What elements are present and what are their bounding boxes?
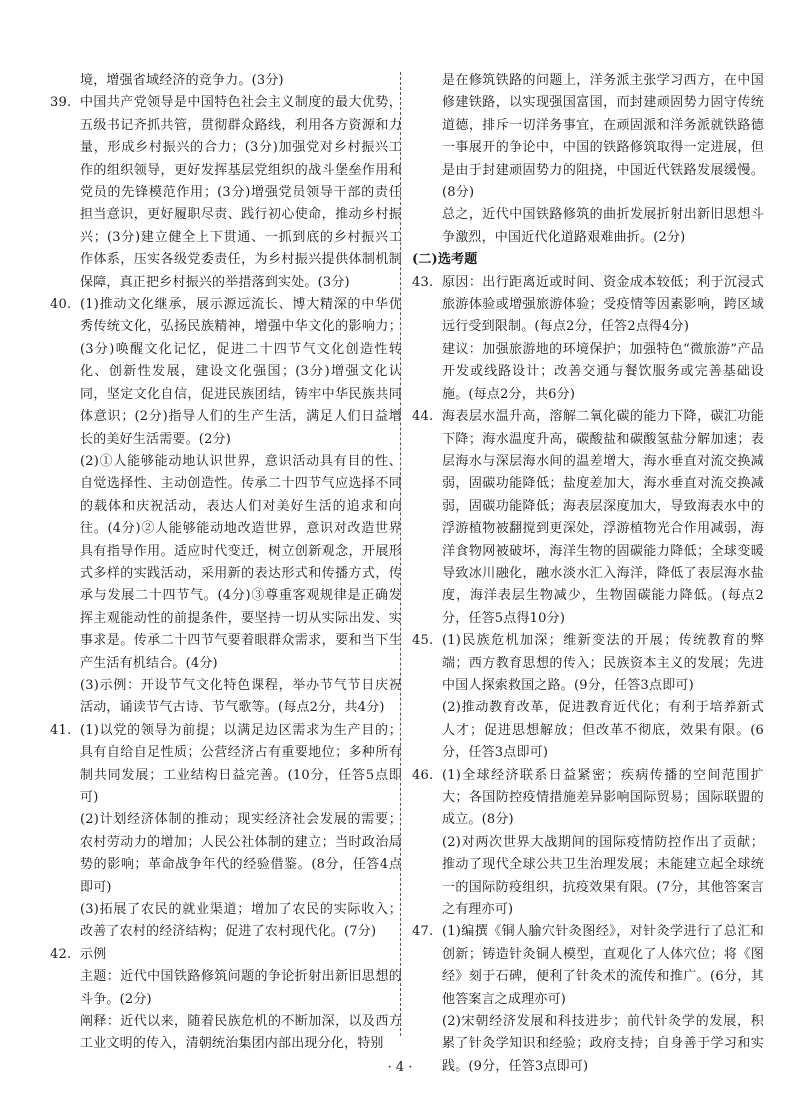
answer-44 [412,406,764,630]
answer-part: 原因：出行距离近或时间、资金成本较低；利于沉浸式旅游体验或增强旅游体验；受疫情等因素影响，跨区域远行受到限制。(每点2分，任答2点得4分) [442,274,764,335]
answer-part: (1)以党的领导为前提；以满足边区需求为生产目的；具有自给自足性质；公营经济占有重要地位；多种所有制共同发展；工业结构日益完善。(10分，任答5点即可) [80,722,402,805]
answer-part: 主题：近代中国铁路修筑问题的争论折射出新旧思想的斗争。(2分) [80,969,402,1007]
answer-continuation: 是在修筑铁路的问题上，洋务派主张学习西方，在中国修建铁路，以实现强国富国，而封建顽固势力固守传统道德，排斥一切洋务事宜，在顽固派和洋务派就铁路德一事展开的争论中，中国的铁路修筑取得一定进展，但是由于封建顽固势力的阻挠，中国近代铁路发展缓慢。(8分) [442,73,764,201]
page-number: · 4 · [387,1060,413,1075]
answer-text: 中国共产党领导是中国特色社会主义制度的最大优势，五级书记齐抓共管，贯彻群众路线，利用各方资源和力量，形成乡村振兴的合力；(3分)加强党对乡村振兴工作的组织领导，更好发挥基层党组织的战斗堡垒作用和党员的先锋模范作用；(3分)增强党员领导干部的责任担当意识，更好履职尽责、践行初心使命，推动乡村振兴；(3分)建立健全上下贯通、一抓到底的乡村振兴工作体系，压实各级党委责任，为乡村振兴提供体制机制保障，真正把乡村振兴的举措落到实处。(3分) [80,95,402,290]
answer-part: (2)宋朝经济发展和科技进步；前代针灸学的发展，积累了针灸学知识和经验；政府支持；自身善于学习和实践。(9分，任答3点即可) [442,1014,764,1074]
question-number: 39. [50,95,72,111]
answer-part: 示例 [80,946,107,962]
question-number: 40. [50,297,72,313]
question-number: 44. [412,409,434,425]
answer-part: (2)推动教育改革，促进教育近代化；有利于培养新式人才；促进思想解放；但改革不彻底，效果有限。(6分，任答3点即可) [442,700,764,761]
answer-part: (1)编撰《铜人腧穴针灸图经》，对针灸学进行了总汇和创新；铸造针灸铜人模型，直观化了人体穴位；将《图经》刻于石碑，便利了针灸术的流传和推广。(6分，其他答案言之成理亦可) [442,924,764,1007]
answer-39 [50,92,402,294]
answer-41 [50,720,402,944]
answer-summary: 总之，近代中国铁路修筑的曲折发展折射出新旧思想斗争激烈，中国近代化道路艰难曲折。(2分) [442,207,764,245]
column-divider [400,72,401,1036]
answer-continuation: 境，增强省域经济的竞争力。(3分) [80,73,284,88]
right-column [412,70,764,1078]
answer-part: (1)全球经济联系日益紧密；疾病传播的空间范围扩大；各国防控疫情措施差异影响国际贸易；国际联盟的成立。(8分) [442,767,764,828]
question-number: 47. [412,924,434,940]
answer-47 [412,921,764,1078]
answer-part: 建议：加强旅游地的环境保护；加强特色“微旅游”产品开发或线路设计；改善交通与餐饮服务或完善基础设施。(每点2分，共6分) [442,341,764,402]
question-number: 45. [412,633,434,649]
answer-part: (2)①人能够能动地认识世界，意识活动具有目的性、自觉选择性、主动创造性。传承二十四节气应选择不同的载体和庆祝活动，表达人们对美好生活的追求和向往。(4分)②人能够能动地改造世界，意识对改造世界具有指导作用。适应时代变迁，树立创新观念，开展形式多样的实践活动，采用新的表达形式和传播方式，传承与发展二十四节气。(4分)③尊重客观规律是正确发挥主观能动性的前提条件，要坚持一切从实际出发、实事求是。传承二十四节气要着眼群众需求，要和当下生产生活有机结合。(4分) [80,453,402,671]
answer-42 [50,944,402,1056]
answer-part: (1)民族危机加深；维新变法的开展；传统教育的弊端；西方教育思想的传入；民族资本主义的发展；先进中国人探索救国之路。(9分，任答3点即可) [442,633,764,693]
answer-46 [412,765,764,922]
question-number: 41. [50,722,72,738]
answer-text: 海表层水温升高，溶解二氧化碳的能力下降，碳汇功能下降；海水温度升高，碳酸盐和碳酸氢盐分解加速；表层海水与深层海水间的温差增大，海水垂直对流交换减弱，固碳功能降低；盐度差加大，海水垂直对流交换减弱，固碳功能降低；海表层深度加大，导致海表水中的浮游植物被翻搅到更深处，浮游植物光合作用减弱，海洋食物网被破坏，海洋生物的固碳能力降低；全球变暖导致冰川融化，融水淡水汇入海洋，降低了表层海水盐度，海洋表层生物减少，生物固碳能力降低。(每点2分，任答5点得10分) [442,409,764,626]
answer-part: (2)计划经济体制的推动；现实经济社会发展的需要；农村劳动力的增加；人民公社体制的建立；当时政治局势的影响；革命战争年代的经验借鉴。(8分，任答4点即可) [80,812,402,895]
answer-part: (1)推动文化继承，展示源远流长、博大精深的中华优秀传统文化，弘扬民族精神，增强中华文化的影响力；(3分)唤醒文化记忆，促进二十四节气文化创造性转化、创新性发展，建设文化强国；(3分)增强文化认同，坚定文化自信，促进民族团结，铸牢中华民族共同体意识；(2分)指导人们的生产生活，满足人们日益增长的美好生活需要。(2分) [80,297,402,447]
answer-43 [412,272,764,406]
question-number: 43. [412,274,434,290]
answer-part: (2)对两次世界大战期间的国际疫情防控作出了贡献；推动了现代全球公共卫生治理发展；未能建立起全球统一的国际防疫组织，抗疫效果有限。(7分，其他答案言之有理亦可) [442,834,764,918]
question-number: 42. [50,946,72,962]
question-number: 46. [412,767,434,783]
left-column [50,70,402,1056]
answer-part: (3)示例：开设节气文化特色课程，举办节气节日庆祝活动，诵读节气古诗、节气歌等。(每点2分，共4分) [80,677,402,716]
answer-45 [412,630,764,764]
answer-part: 阐释：近代以来，随着民族危机的不断加深，以及西方工业文明的传入，清朝统治集团内部出现分化，特别 [80,1014,402,1052]
section-title: (二)选考题 [412,252,478,268]
answer-40 [50,294,402,720]
answer-part: (3)拓展了农民的就业渠道；增加了农民的实际收入；改善了农村的经济结构；促进了农村现代化。(7分) [80,902,402,940]
